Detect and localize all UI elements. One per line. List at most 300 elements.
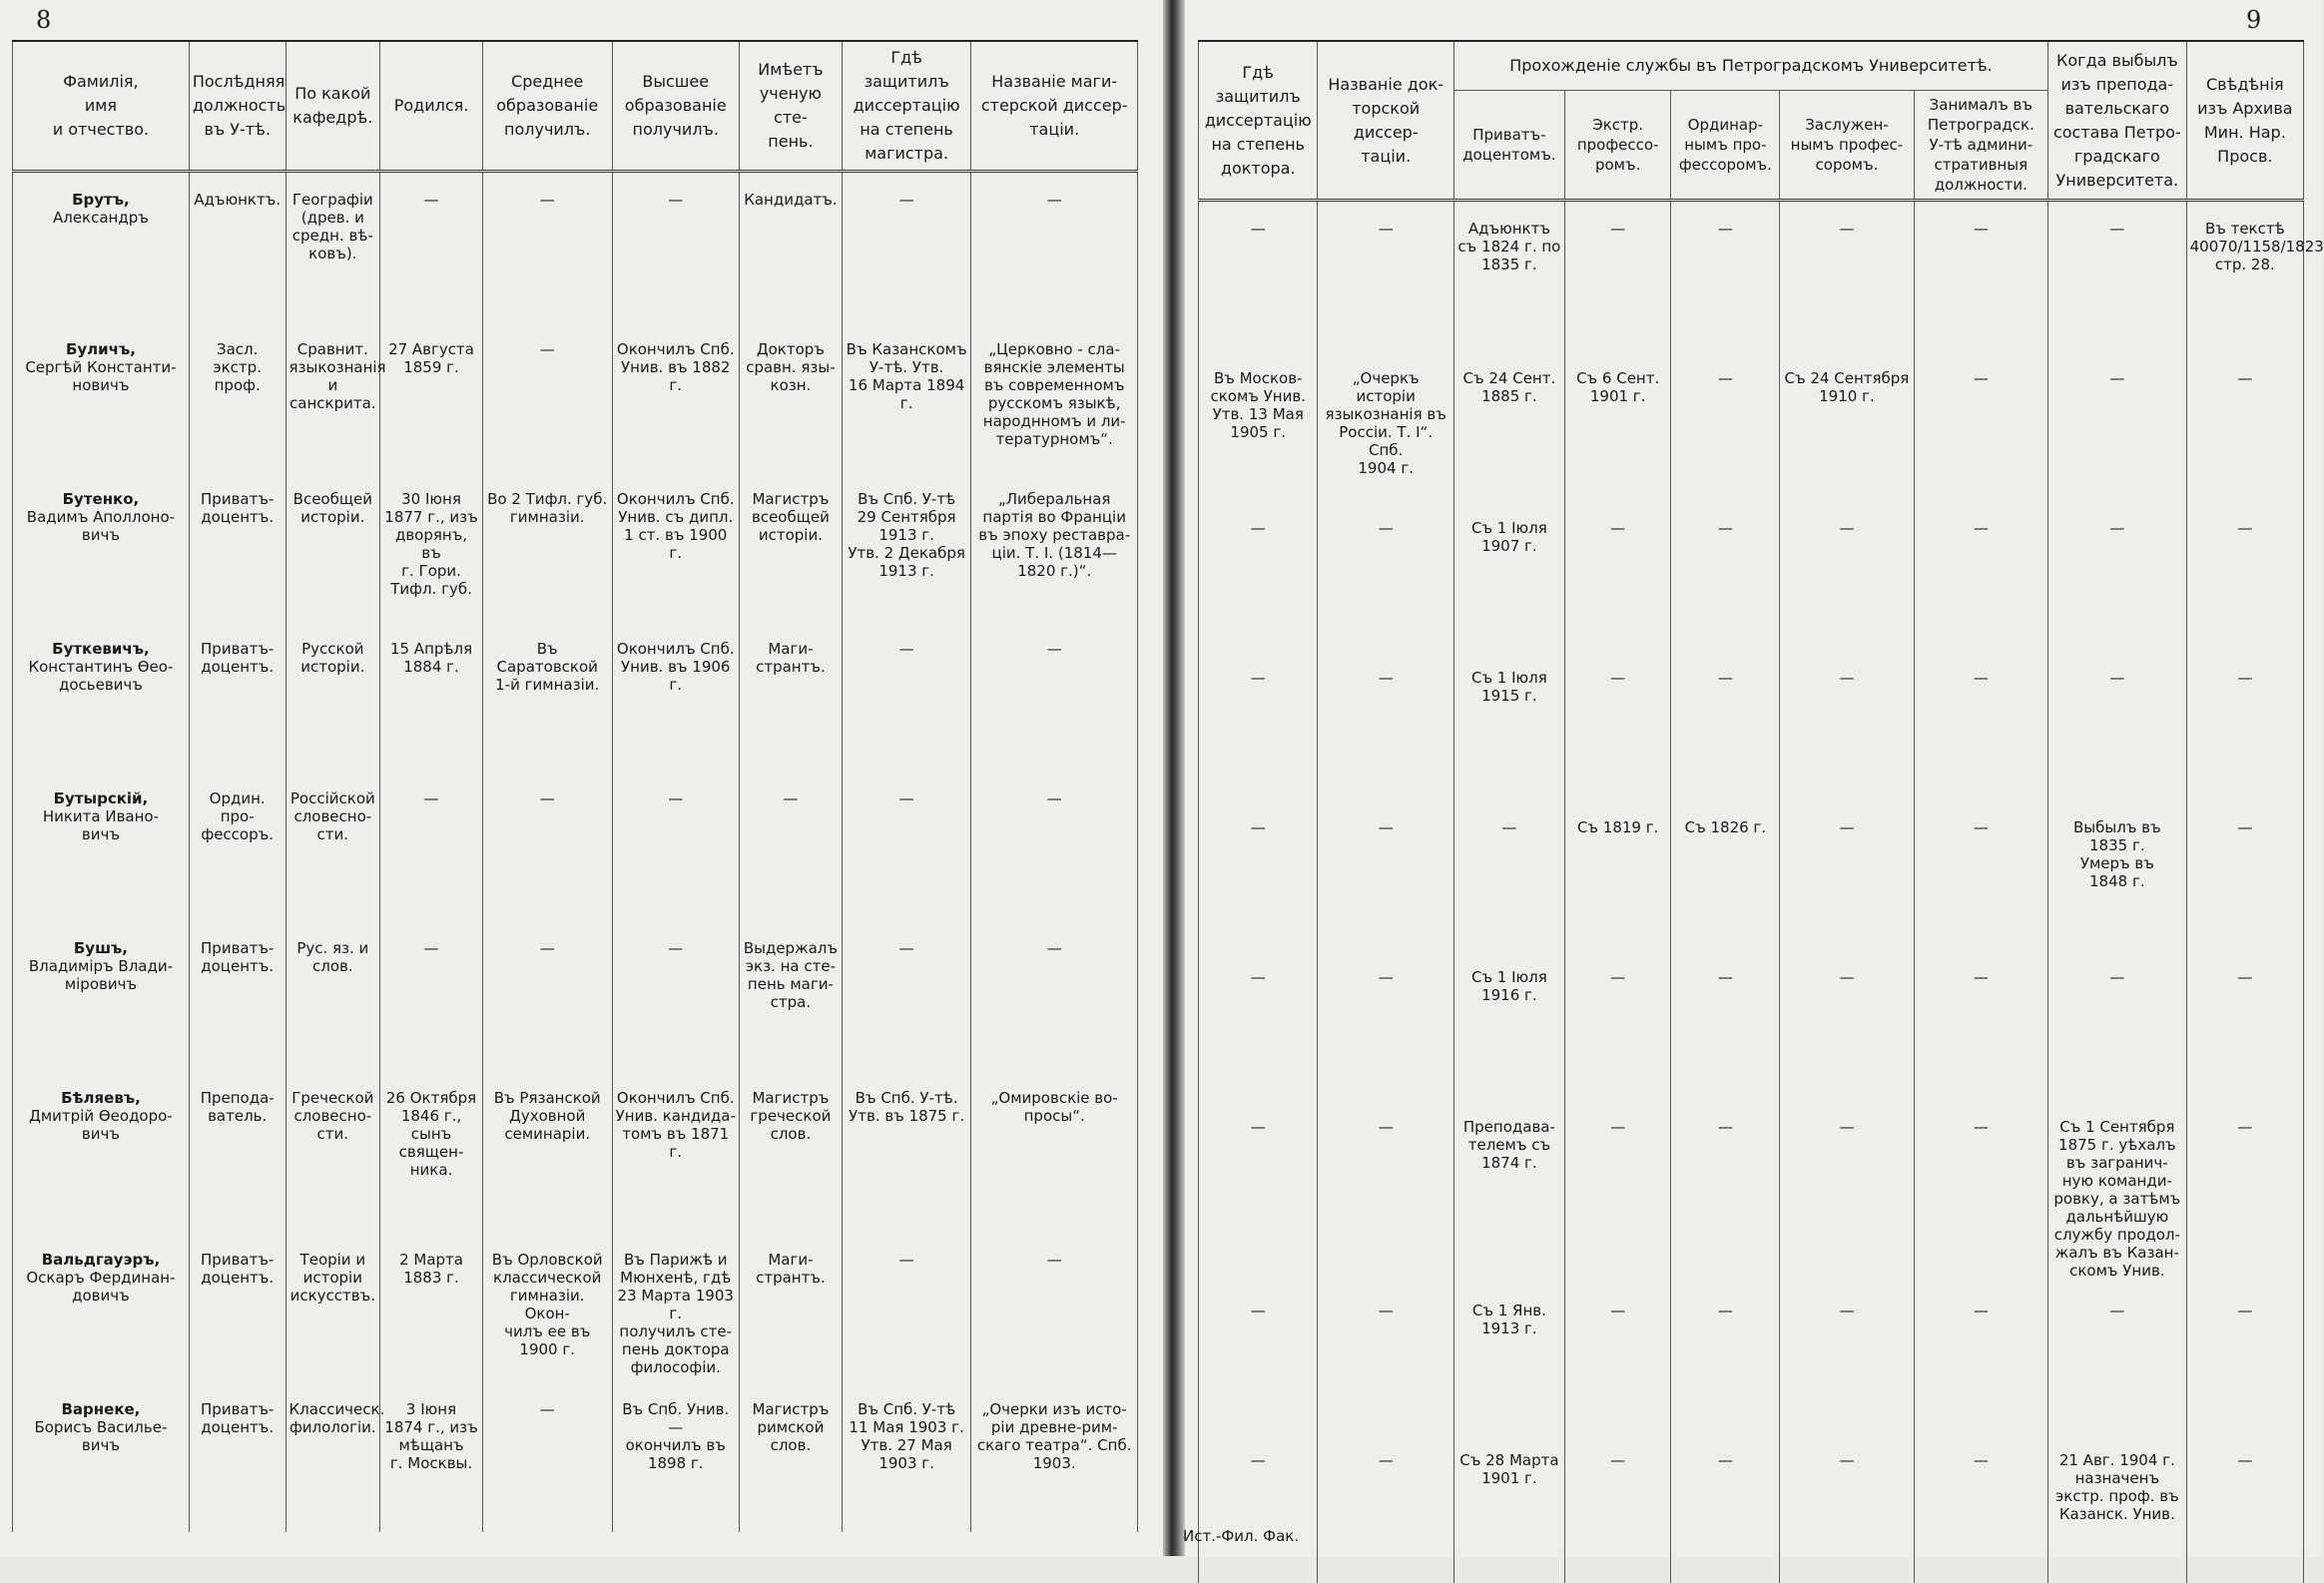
header-position: Послѣдняя должность въ У-тѣ. (189, 41, 286, 172)
cell-doctor-title (1318, 1284, 1454, 1433)
cell-secondary (482, 322, 612, 472)
cell-privat (1453, 201, 1564, 352)
page-number-right: 9 (2246, 6, 2262, 34)
cell-privat (1453, 351, 1564, 501)
cell-position (189, 622, 286, 772)
cell-text: Въ Москов- скомъ Унив. Утв. 13 Мая 1905 г. (1210, 369, 1306, 441)
cell-archive (2186, 651, 2303, 800)
cell-text: — (1973, 220, 1989, 238)
cell-secondary (482, 472, 612, 622)
cell-text: — (1378, 519, 1394, 537)
table-row (1199, 351, 2304, 501)
given-names: Сергѣй Константи- новичъ (25, 358, 177, 394)
cell-text: 21 Авг. 1904 г. назначенъ экстр. проф. въ Казанск. Унив. (2055, 1451, 2179, 1523)
cell-higher (612, 172, 740, 323)
cell-degree (740, 172, 843, 323)
cell-text: Преподава- телемъ съ 1874 г. (1462, 1118, 1555, 1172)
cell-left (2048, 501, 2187, 651)
cell-position (189, 472, 286, 622)
cell-chair (286, 1382, 385, 1532)
cell-master-title (971, 472, 1138, 622)
cell-text: Классическ. филологіи. (289, 1400, 385, 1436)
cell-text: — (1378, 818, 1394, 836)
header-degree: Имѣетъ ученую сте- пень. (740, 41, 843, 172)
cell-text: — (1250, 968, 1266, 986)
cell-admin (1914, 201, 2047, 352)
cell-text: — (2109, 1302, 2125, 1319)
cell-text: — (423, 790, 439, 807)
table-row (1199, 950, 2304, 1100)
header-extra: Экстр. профессо- ромъ. (1564, 91, 1671, 201)
given-names: Оскаръ Фердинан- довичъ (26, 1269, 176, 1305)
cell-admin (1914, 950, 2047, 1100)
cell-left (2048, 651, 2187, 800)
cell-privat (1453, 501, 1564, 651)
cell-master-where (842, 1233, 971, 1382)
cell-text: 30 Іюня 1877 г., изъ дворянъ, въ г. Гори. Тифл. губ. (384, 490, 478, 598)
cell-secondary (482, 1233, 612, 1382)
cell-doctor-title (1318, 351, 1454, 501)
cell-left (2048, 1284, 2187, 1433)
person-name-cell (13, 472, 190, 622)
table-row (13, 1071, 1138, 1233)
cell-text: „Либеральная партія во Франціи въ эпоху реставра- ціи. Т. I. (1814— 1820 г.)“. (978, 490, 1131, 580)
cell-archive (2186, 1433, 2303, 1583)
cell-text: — (423, 191, 439, 209)
cell-degree (740, 472, 843, 622)
cell-ordinary (1671, 351, 1780, 501)
cell-higher (612, 622, 740, 772)
cell-master-where (842, 622, 971, 772)
cell-text: Съ 1826 г. (1684, 818, 1767, 836)
cell-master-where (842, 1071, 971, 1233)
cell-text: Съ 1 Іюля 1907 г. (1470, 519, 1547, 555)
cell-ordinary (1671, 201, 1780, 352)
cell-text: — (1839, 1118, 1855, 1136)
table-row (13, 1382, 1138, 1532)
cell-master-where (842, 921, 971, 1071)
cell-text: — (2237, 1451, 2253, 1469)
cell-text: — (1839, 1451, 1855, 1469)
table-row (13, 472, 1138, 622)
cell-text: Съ 6 Сент. 1901 г. (1576, 369, 1660, 405)
cell-ordinary (1671, 501, 1780, 651)
cell-text: — (2237, 1118, 2253, 1136)
cell-text: Въ Казанскомъ У-тѣ. Утв. 16 Марта 1894 г. (846, 340, 967, 412)
cell-text: — (539, 1400, 555, 1418)
header-admin: Занималъ въ Петроградск. У-тѣ админи- стративныя должности. (1914, 91, 2047, 201)
cell-text: Россійской словесно- сти. (290, 790, 375, 843)
cell-admin (1914, 1284, 2047, 1433)
cell-text: „Омировскіе во- просы“. (990, 1089, 1118, 1125)
cell-ordinary (1671, 1284, 1780, 1433)
cell-master-title (971, 172, 1138, 323)
cell-privat (1453, 1100, 1564, 1284)
faculty-footer: Ист.-Фил. Фак. (1183, 1527, 1300, 1545)
cell-extra (1564, 1100, 1671, 1284)
cell-text: — (783, 790, 799, 807)
given-names: Владиміръ Влади- міровичъ (28, 957, 174, 993)
surname: Бушъ, (73, 939, 128, 957)
cell-text: 27 Августа 1859 г. (388, 340, 474, 376)
table-row (1199, 1433, 2304, 1583)
cell-doctor-title (1318, 501, 1454, 651)
cell-text: — (1973, 818, 1989, 836)
cell-text: Приватъ- доцентъ. (201, 640, 275, 676)
cell-left (2048, 1433, 2187, 1583)
cell-text: — (1717, 1118, 1733, 1136)
cell-text: — (1839, 220, 1855, 238)
cell-master-title (971, 1382, 1138, 1532)
surname: Варнеке, (61, 1400, 141, 1418)
cell-secondary (482, 622, 612, 772)
cell-doctor-where (1199, 1100, 1318, 1284)
person-name-cell (13, 1233, 190, 1382)
table-row (13, 172, 1138, 323)
cell-merited (1780, 1284, 1914, 1433)
cell-chair (286, 172, 380, 323)
given-names: Дмитрій Ѳеодоро- вичъ (29, 1107, 173, 1143)
cell-text: — (1046, 939, 1062, 957)
cell-privat (1453, 950, 1564, 1100)
cell-archive (2186, 501, 2303, 651)
cell-master-where (842, 472, 971, 622)
cell-text: Приватъ- доцентъ. (201, 939, 275, 975)
cell-position (189, 1233, 286, 1382)
cell-text: Русской исторіи. (300, 640, 365, 676)
cell-admin (1914, 1433, 2047, 1583)
cell-text: Всеобщей исторіи. (292, 490, 372, 526)
cell-text: — (1973, 1118, 1989, 1136)
cell-text: — (1973, 968, 1989, 986)
cell-text: — (898, 640, 914, 658)
cell-text: Магистръ римской слов. (752, 1400, 830, 1454)
header-master-where: Гдѣ защитилъ диссертацію на степень магистра. (842, 41, 971, 172)
cell-text: Въ Орловской классической гимназіи. Окон- чилъ ее въ 1900 г. (491, 1251, 603, 1358)
cell-master-where (842, 172, 971, 323)
cell-text: — (1610, 968, 1626, 986)
cell-text: — (1250, 1118, 1266, 1136)
cell-secondary (482, 772, 612, 921)
cell-text: — (2109, 968, 2125, 986)
header-name: Фамилія, имя и отчество. (13, 41, 190, 172)
cell-master-title (971, 1071, 1138, 1233)
cell-text: — (898, 790, 914, 807)
table-row (13, 1233, 1138, 1382)
cell-position (189, 1071, 286, 1233)
cell-text: — (2237, 818, 2253, 836)
cell-merited (1780, 950, 1914, 1100)
cell-text: — (1046, 640, 1062, 658)
cell-text: Выдержалъ экз. на сте- пень маги- стра. (743, 939, 838, 1011)
table-row (1199, 1284, 2304, 1433)
cell-text: Въ Спб. У-тѣ 11 Мая 1903 г. Утв. 27 Мая 1903 г. (849, 1400, 964, 1472)
cell-text: — (1610, 1118, 1626, 1136)
cell-extra (1564, 501, 1671, 651)
cell-born (380, 622, 483, 772)
cell-text: Географіи (древ. и средн. вѣ- ковъ). (291, 191, 373, 263)
cell-degree (740, 772, 843, 921)
cell-text: Приватъ- доцентъ. (201, 1251, 275, 1287)
cell-text: Адъюнктъ съ 1824 г. по 1835 г. (1457, 220, 1561, 273)
cell-text: — (1973, 1451, 1989, 1469)
cell-text: — (1610, 519, 1626, 537)
cell-text: — (539, 939, 555, 957)
cell-ordinary (1671, 651, 1780, 800)
cell-text: — (1046, 790, 1062, 807)
cell-doctor-title (1318, 950, 1454, 1100)
cell-text: — (1378, 220, 1394, 238)
cell-text: — (1839, 818, 1855, 836)
cell-higher (612, 1071, 740, 1233)
cell-text: Греческой словесно- сти. (291, 1089, 374, 1143)
cell-text: — (1378, 968, 1394, 986)
cell-text: — (1610, 1451, 1626, 1469)
cell-master-title (971, 772, 1138, 921)
given-names: Борисъ Василье- вичъ (34, 1418, 168, 1454)
table-row (13, 622, 1138, 772)
cell-higher (612, 772, 740, 921)
cell-text: — (1717, 519, 1733, 537)
person-name-cell (13, 322, 190, 472)
cell-chair (286, 772, 380, 921)
cell-born (380, 472, 483, 622)
cell-text: — (423, 939, 439, 957)
cell-doctor-title (1318, 201, 1454, 352)
cell-text: Во 2 Тифл. губ. гимназіи. (487, 490, 608, 526)
table-row (1199, 201, 2304, 352)
cell-text: Съ 1 Іюля 1916 г. (1470, 968, 1547, 1004)
cell-text: — (898, 939, 914, 957)
cell-text: Магистръ греческой слов. (750, 1089, 832, 1143)
cell-merited (1780, 501, 1914, 651)
cell-extra (1564, 351, 1671, 501)
cell-text: Выбылъ въ 1835 г. Умеръ въ 1848 г. (2073, 818, 2161, 890)
cell-text: — (1610, 220, 1626, 238)
cell-text: — (2109, 519, 2125, 537)
header-secondary: Среднее образованіе получилъ. (482, 41, 612, 172)
cell-position (189, 1382, 286, 1532)
cell-doctor-where (1199, 351, 1318, 501)
cell-text: — (1501, 818, 1517, 836)
cell-text: — (2237, 669, 2253, 687)
cell-text: Приватъ- доцентъ. (201, 490, 275, 526)
cell-born (380, 772, 483, 921)
cell-text: — (1046, 1251, 1062, 1269)
cell-admin (1914, 501, 2047, 651)
cell-doctor-where (1199, 800, 1318, 950)
right-header-row-top (1199, 41, 2304, 91)
cell-text: — (2109, 369, 2125, 387)
cell-degree (740, 322, 843, 472)
cell-extra (1564, 651, 1671, 800)
cell-text: — (1250, 220, 1266, 238)
cell-text: Въ текстѣ 40070/1158/1823 стр. 28. (2189, 220, 2324, 273)
cell-text: — (1378, 1302, 1394, 1319)
cell-merited (1780, 651, 1914, 800)
cell-text: Окончилъ Спб. Унив. съ дипл. 1 ст. въ 1900 г. (616, 490, 735, 562)
cell-doctor-where (1199, 1433, 1318, 1583)
cell-chair (286, 1071, 380, 1233)
header-merited: Заслужен- нымъ профес- соромъ. (1780, 91, 1914, 201)
cell-text: — (1250, 1302, 1266, 1319)
cell-text: — (1839, 519, 1855, 537)
cell-text: Въ Спб. Унив.— окончилъ въ 1898 г. (622, 1400, 730, 1472)
cell-ordinary (1671, 800, 1780, 950)
cell-text: — (539, 191, 555, 209)
table-row (13, 921, 1138, 1071)
table-row (13, 322, 1138, 472)
cell-position (189, 921, 286, 1071)
cell-archive (2186, 950, 2303, 1100)
header-higher: Высшее образованіе получилъ. (612, 41, 740, 172)
cell-text: 15 Апрѣля 1884 г. (389, 640, 473, 676)
cell-text: Магистръ всеобщей исторіи. (751, 490, 830, 544)
cell-merited (1780, 201, 1914, 352)
cell-privat (1453, 1433, 1564, 1583)
cell-text: — (1717, 369, 1733, 387)
cell-text: — (1973, 369, 1989, 387)
book-gutter (1163, 0, 1185, 1556)
cell-text: Съ 28 Марта 1901 г. (1459, 1451, 1559, 1487)
cell-chair (286, 622, 380, 772)
cell-doctor-where (1199, 651, 1318, 800)
cell-text: 2 Марта 1883 г. (399, 1251, 463, 1287)
cell-text: Окончилъ Спб. Унив. въ 1882 г. (616, 340, 735, 394)
cell-degree (740, 622, 843, 772)
surname: Бѣляевъ, (61, 1089, 141, 1107)
cell-text: Сравнит. языкознанія и санскрита. (289, 340, 386, 412)
cell-text: Ордин. про- фессоръ. (201, 790, 274, 843)
cell-merited (1780, 1100, 1914, 1284)
header-chair: По какой кафедрѣ. (286, 41, 380, 172)
cell-extra (1564, 950, 1671, 1100)
cell-extra (1564, 1433, 1671, 1583)
header-service-group: Прохожденіе службы въ Петроградскомъ Университетѣ. (1453, 41, 2047, 91)
cell-master-title (971, 921, 1138, 1071)
cell-text: — (1610, 1302, 1626, 1319)
cell-text: — (2237, 519, 2253, 537)
cell-text: „Церковно - сла- вянскіе элементы въ современномъ русскомъ языкѣ, народнномъ и ли- тературномъ“. (982, 340, 1126, 448)
cell-left (2048, 1100, 2187, 1284)
cell-admin (1914, 651, 2047, 800)
cell-text: — (898, 191, 914, 209)
cell-doctor-title (1318, 1433, 1454, 1583)
surname: Буличъ, (65, 340, 136, 358)
cell-text: Кандидатъ. (744, 191, 838, 209)
cell-higher (612, 322, 740, 472)
cell-text: — (1717, 968, 1733, 986)
cell-extra (1564, 201, 1671, 352)
cell-text: — (1973, 519, 1989, 537)
cell-archive (2186, 201, 2324, 352)
cell-secondary (482, 172, 612, 323)
surname: Брутъ, (72, 191, 130, 209)
cell-text: „Очеркъ исторіи языкознанія въ Россіи. Т. I“. Спб. 1904 г. (1325, 369, 1447, 477)
cell-ordinary (1671, 1433, 1780, 1583)
cell-text: — (1717, 220, 1733, 238)
cell-born (380, 1382, 483, 1532)
cell-text: Рус. яз. и слов. (296, 939, 369, 975)
cell-master-where (842, 1382, 971, 1532)
register-table-left (12, 40, 1138, 1532)
cell-merited (1780, 351, 1914, 501)
cell-text: Окончилъ Спб. Унив. въ 1906 г. (616, 640, 735, 694)
cell-doctor-where (1199, 1284, 1318, 1433)
cell-archive (2186, 351, 2303, 501)
cell-secondary (482, 921, 612, 1071)
cell-text: — (1839, 1302, 1855, 1319)
cell-text: — (1250, 519, 1266, 537)
cell-text: Маги- странтъ. (756, 1251, 826, 1287)
cell-text: — (1250, 669, 1266, 687)
cell-merited (1780, 1433, 1914, 1583)
cell-extra (1564, 800, 1671, 950)
cell-text: — (1378, 1451, 1394, 1469)
cell-text: Съ 1 Сентября 1875 г. уѣхалъ въ загранич- ную команди- ровку, а затѣмъ дальнѣйшую службу продол- жалъ въ Казан- скомъ Унив. (2053, 1118, 2181, 1280)
surname: Вальдгауэръ, (41, 1251, 161, 1269)
table-row (1199, 501, 2304, 651)
cell-master-title (971, 622, 1138, 772)
table-row (1199, 1100, 2304, 1284)
cell-text: — (1717, 669, 1733, 687)
cell-doctor-where (1199, 950, 1318, 1100)
cell-born (380, 322, 483, 472)
cell-chair (286, 472, 380, 622)
cell-text: Съ 24 Сент. 1885 г. (1462, 369, 1556, 405)
cell-text: — (1973, 1302, 1989, 1319)
cell-born (380, 921, 483, 1071)
cell-position (189, 172, 286, 323)
cell-text: — (1839, 669, 1855, 687)
cell-archive (2186, 1100, 2303, 1284)
cell-ordinary (1671, 1100, 1780, 1284)
cell-text: — (2237, 369, 2253, 387)
header-left-when: Когда выбылъ изъ препода- вательскаго состава Петро- градскаго Университета. (2048, 41, 2187, 201)
cell-text: 26 Октября 1846 г., сынъ священ- ника. (385, 1089, 477, 1179)
cell-text: Приватъ- доцентъ. (201, 1400, 275, 1436)
cell-master-where (842, 772, 971, 921)
cell-text: — (668, 191, 684, 209)
cell-text: — (1839, 968, 1855, 986)
cell-admin (1914, 800, 2047, 950)
cell-archive (2186, 1284, 2303, 1433)
cell-text: — (1717, 1302, 1733, 1319)
cell-left (2048, 351, 2187, 501)
header-master-title: Названіе маги- стерской диссер- таціи. (971, 41, 1138, 172)
cell-ordinary (1671, 950, 1780, 1100)
cell-chair (286, 1233, 380, 1382)
cell-text: Съ 1819 г. (1576, 818, 1659, 836)
cell-text: — (1046, 191, 1062, 209)
cell-master-title (971, 322, 1138, 472)
cell-position (189, 772, 286, 921)
page-number-left: 8 (36, 6, 52, 34)
cell-text: Съ 1 Іюля 1915 г. (1470, 669, 1547, 705)
cell-degree (740, 1382, 843, 1532)
left-header-row (13, 41, 1138, 172)
cell-chair (286, 921, 380, 1071)
cell-doctor-title (1318, 651, 1454, 800)
header-doctor-where: Гдѣ защитилъ диссертацію на степень доктора. (1199, 41, 1318, 201)
header-born: Родился. (380, 41, 483, 172)
register-table-right (1198, 40, 2324, 1583)
cell-text: Въ Спб. У-тѣ 29 Сентября 1913 г. Утв. 2 Декабря 1913 г. (848, 490, 965, 580)
given-names: Никита Ивано- вичъ (42, 807, 160, 843)
cell-text: Маги- странтъ. (756, 640, 826, 676)
cell-doctor-where (1199, 201, 1318, 352)
surname: Буткевичъ, (52, 640, 150, 658)
